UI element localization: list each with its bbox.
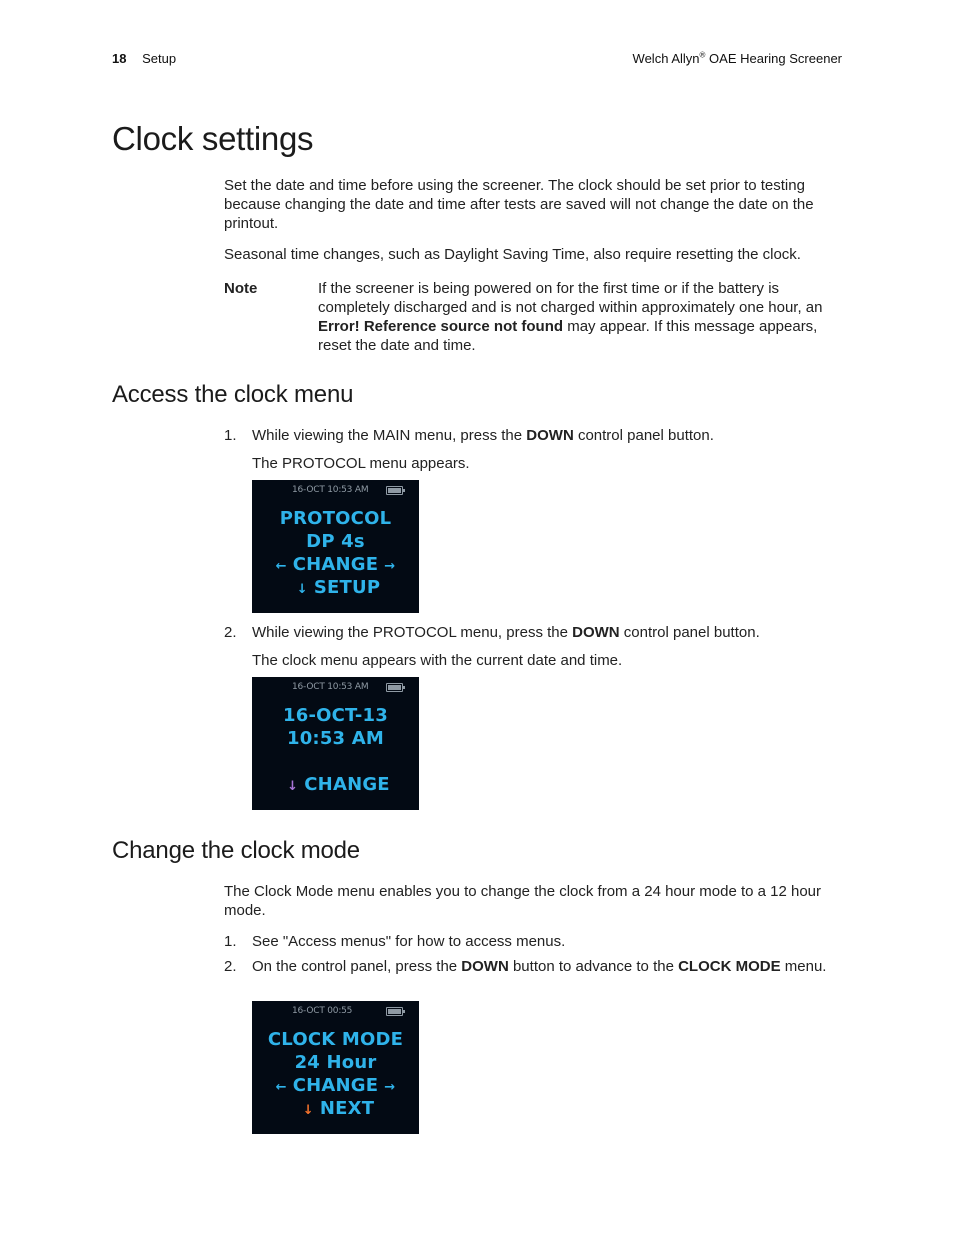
clock-mode-intro: The Clock Mode menu enables you to change the clock from a 24 hour mode to a 12 hour mode.	[224, 883, 822, 919]
page-number: 18	[112, 51, 127, 66]
intro-paragraph-2: Seasonal time changes, such as Daylight Saving Time, also require resetting the clock.	[224, 246, 801, 263]
step-text-before: While viewing the PROTOCOL menu, press the	[252, 624, 573, 641]
screen-line-time: 10:53 AM	[286, 728, 384, 749]
note-text-after: may appear. If this message appears, reset the date and time.	[318, 318, 818, 354]
screen-status-datetime: 16-OCT 10:53 AM	[292, 485, 369, 495]
note-text-before: If the screener is being powered on for the first time or if the battery is completely discharged and is not charged within approximately one hour, an	[318, 280, 823, 316]
down-arrow-icon: ↓	[296, 582, 308, 597]
protocol-menu-screen	[252, 480, 419, 613]
screen-change-label: CHANGE	[292, 554, 379, 575]
screen-line-setup	[252, 577, 419, 598]
step-text	[252, 623, 844, 642]
screen-change-label: CHANGE	[304, 774, 390, 795]
screen-line-protocol-value: DP 4s	[306, 531, 365, 552]
left-arrow-icon: ←	[275, 559, 287, 574]
step-text-after: control panel button.	[573, 427, 714, 444]
screen-next-label: NEXT	[319, 1098, 375, 1119]
screen-status-datetime: 16-OCT 10:53 AM	[292, 682, 369, 692]
running-header-right	[633, 51, 842, 66]
intro-paragraph-1: Set the date and time before using the screener. The clock should be set prior to testing because changing the date and time after tests are saved will not change the date on the printout.	[224, 177, 814, 232]
note-label: Note	[224, 280, 258, 297]
step-text	[252, 957, 844, 976]
right-arrow-icon: →	[384, 559, 396, 574]
product-name: OAE Hearing Screener	[709, 51, 842, 66]
brand-name: Welch Allyn	[632, 51, 700, 66]
change-clock-mode-heading: Change the clock mode	[112, 837, 360, 864]
access-step-1-result: The PROTOCOL menu appears.	[252, 455, 470, 472]
clock-mode-ref: CLOCK MODE	[678, 958, 781, 975]
step-text-before: On the control panel, press the	[252, 958, 462, 975]
step-text-after: control panel button.	[619, 624, 760, 641]
battery-icon	[386, 683, 403, 692]
access-step-2-result: The clock menu appears with the current date and time.	[252, 652, 623, 669]
battery-icon	[386, 1007, 403, 1016]
running-header-left	[112, 51, 176, 66]
step-text	[252, 426, 844, 445]
access-step-1	[224, 426, 844, 445]
down-arrow-icon: ↓	[287, 779, 299, 794]
right-arrow-icon: →	[384, 1080, 396, 1095]
step-text-before: While viewing the MAIN menu, press the	[252, 427, 527, 444]
screen-line-protocol: PROTOCOL	[279, 508, 392, 529]
access-step-2	[224, 623, 844, 642]
mode-step-1	[224, 932, 844, 951]
screen-setup-label: SETUP	[313, 577, 381, 598]
step-number: 1.	[224, 933, 237, 950]
screen-change-label: CHANGE	[292, 1075, 379, 1096]
screen-line-change	[252, 774, 419, 795]
step-number: 2.	[224, 624, 237, 641]
left-arrow-icon: ←	[275, 1080, 287, 1095]
screen-line-next	[252, 1098, 419, 1119]
note-error-reference: Error! Reference source not found	[318, 318, 564, 335]
screen-line-hour-mode: 24 Hour	[294, 1052, 377, 1073]
step-number: 1.	[224, 427, 237, 444]
down-button-ref: DOWN	[461, 958, 509, 975]
note-text	[318, 279, 838, 355]
down-button-ref: DOWN	[572, 624, 620, 641]
screen-line-change	[252, 1075, 419, 1096]
down-button-ref: DOWN	[526, 427, 574, 444]
registered-mark: ®	[699, 50, 706, 60]
step-text-after: menu.	[780, 958, 827, 975]
screen-line-date: 16-OCT-13	[283, 705, 388, 726]
page-title: Clock settings	[112, 120, 314, 157]
screen-status-datetime: 16-OCT 00:55	[292, 1006, 353, 1016]
screen-line-change	[252, 554, 419, 575]
section-name: Setup	[142, 51, 177, 66]
step-number: 2.	[224, 958, 237, 975]
screen-line-clock-mode: CLOCK MODE	[267, 1029, 404, 1050]
access-clock-menu-heading: Access the clock menu	[112, 381, 354, 408]
step-text: See "Access menus" for how to access menus.	[252, 933, 566, 950]
step-text-middle: button to advance to the	[508, 958, 679, 975]
battery-icon	[386, 486, 403, 495]
clock-menu-screen	[252, 677, 419, 810]
clock-mode-screen	[252, 1001, 419, 1134]
mode-step-2	[224, 957, 844, 976]
down-arrow-icon: ↓	[302, 1103, 314, 1118]
